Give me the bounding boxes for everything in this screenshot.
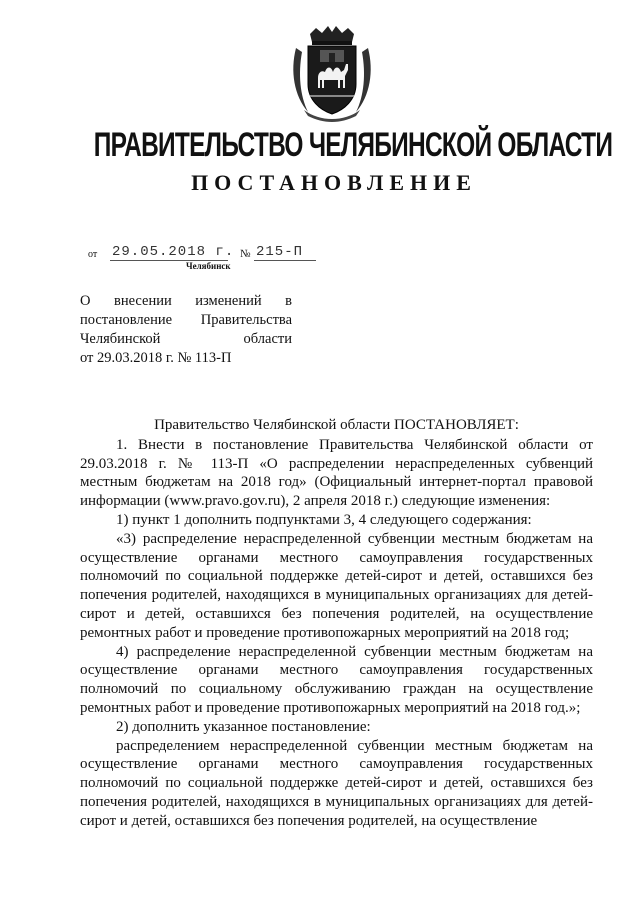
paragraph: 1) пункт 1 дополнить подпунктами 3, 4 следующего содержания:	[116, 511, 532, 528]
subject-line: О внесении изменений в	[80, 293, 292, 309]
paragraph: распределением нераспределенной субвенции местным бюджетам на осуществление органами местного самоуправления государственных полномочий по социальной поддержке детей-сирот и детей, оставшихся без попечения родителей, находящихся в муниципальных организациях для детей-сирот и детей, оставшихся без попечения родителей, на осуществление	[80, 737, 593, 829]
document-meta	[88, 244, 328, 274]
city-label: Челябинск	[186, 261, 231, 271]
date-value: 29.05.2018 г.	[112, 244, 235, 260]
paragraph: 2) дополнить указанное постановление:	[116, 718, 371, 735]
paragraph: 4) распределение нераспределенной субвенции местным бюджетам на осуществление органами местного самоуправления государственных полномочий по социальному обслуживанию граждан на осуществление ремонтных работ и проведение противопожарных мероприятий на 2018 год.»;	[80, 643, 593, 716]
document-type: ПОСТАНОВЛЕНИЕ	[191, 170, 477, 195]
date-label: от	[88, 249, 98, 260]
document-subject	[80, 292, 292, 368]
subject-line: постановление Правительства	[80, 312, 292, 328]
paragraph: «3) распределение нераспределенной субвенции местным бюджетам на осуществление органами местного самоуправления государственных полномочий по социальной поддержке детей-сирот и детей, оставшихся без попечения родителей, находящихся в муниципальных организациях для детей-сирот и детей, оставшихся без попечения родителей, на осуществление ремонтных работ и проведение противопожарных мероприятий на 2018 год;	[80, 530, 593, 641]
page-title: ПРАВИТЕЛЬСТВО ЧЕЛЯБИНСКОЙ ОБЛАСТИ	[93, 126, 613, 164]
subject-line: от 29.03.2018 г. № 113-П	[80, 350, 232, 366]
document-body	[80, 416, 593, 831]
subject-line: Челябинской области	[80, 331, 292, 347]
preamble: Правительство Челябинской области ПОСТАНОВЛЯЕТ:	[154, 417, 519, 433]
number-underline	[254, 260, 316, 261]
paragraph: 1. Внести в постановление Правительства Челябинской области от 29.03.2018 г. № 113-П «О распределении нераспределенных субвенций местным бюджетам на 2018 год» (Официальный интернет-портал правовой информации (www.pravo.gov.ru), 2 апреля 2018 г.) следующие изменения:	[80, 436, 593, 510]
number-label: №	[240, 248, 251, 260]
number-value: 215-П	[256, 244, 304, 260]
coat-of-arms-camel-icon	[290, 26, 374, 122]
